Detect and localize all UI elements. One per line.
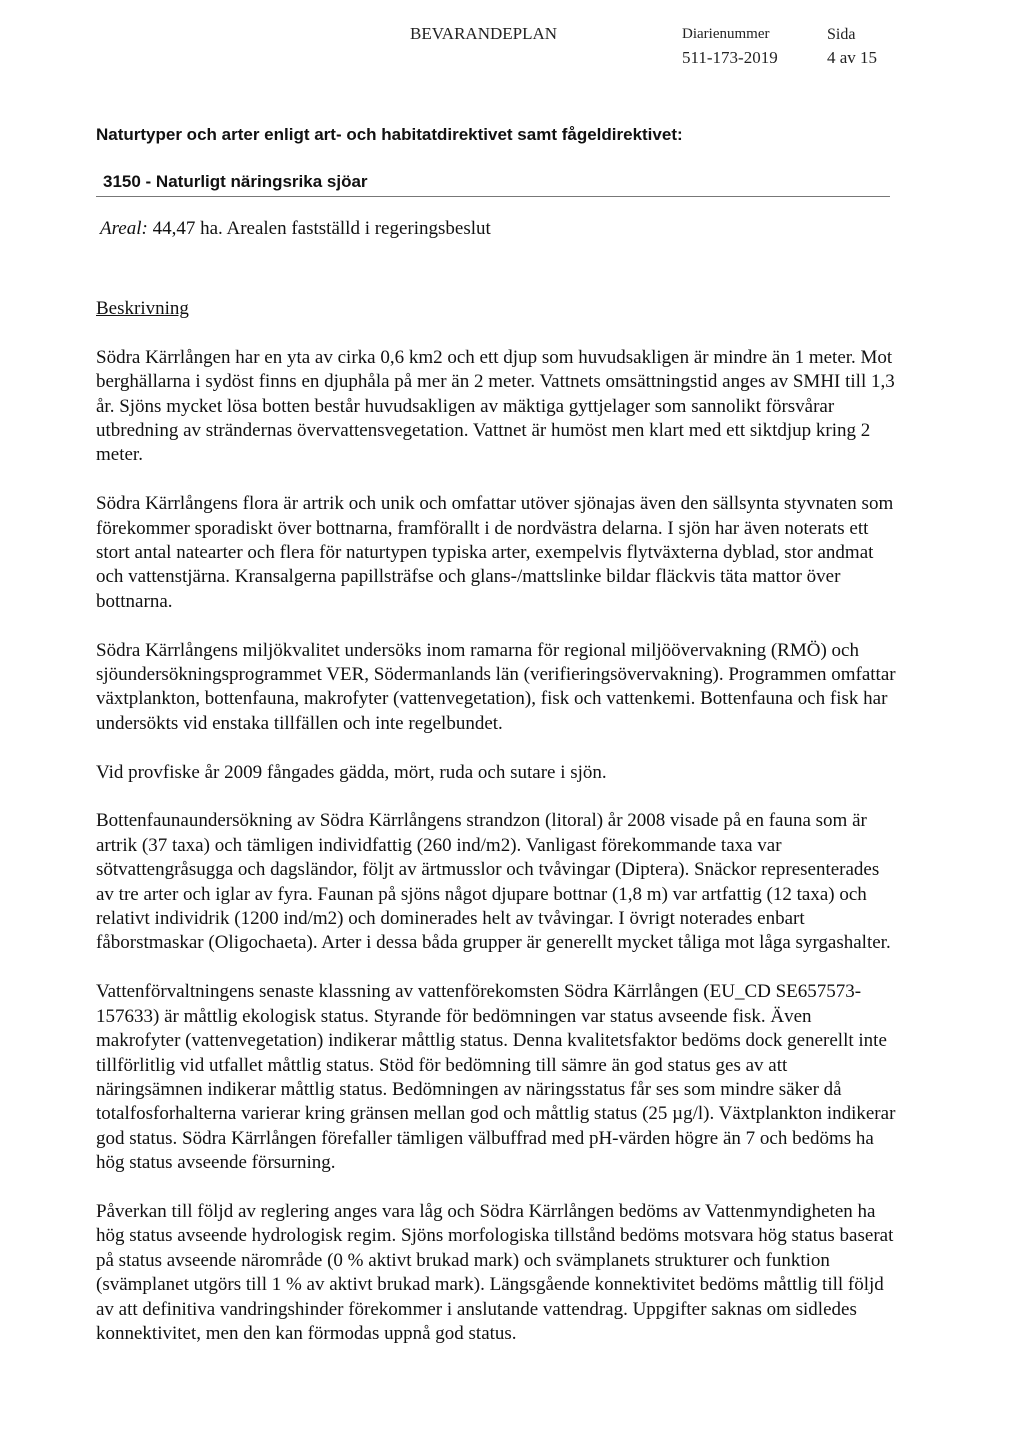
paragraph-flora: Södra Kärrlångens flora är artrik och unik och omfattar utöver sjönajas även den sällsynta styvnaten som förekommer sporadiskt över bottnarna, framförallt i de nordvästra delarna. I sjön har även noterats ett stort antal natearter och flera för naturtypen typiska arter, exempelvis flytväxterna dyblad, stor andmat och vattenstjärna. Kransalgerna papillsträfse och glans-/mattslinke bildar fläckvis täta mattor över bottnarna.	[96, 493, 894, 612]
paragraph-hydrology: Påverkan till följd av reglering anges vara låg och Södra Kärrlången bedöms av Vattenmyndigheten ha hög status avseende hydrologisk regim. Sjöns morfologiska tillstånd bedöms motsvara hög status baserat på status avseende närområde (0 % aktivt brukad mark) och svämplanets strukturer och funktion (svämplanet utgörs till 1 % av aktivt brukad mark). Längsgående konnektivitet bedöms måttlig till följd av att definitiva vandringshinder förekommer i anslutande vattendrag. Uppgifter saknas om sidledes konnektivitet, men den kan förmodas uppnå god status.	[96, 1200, 894, 1344]
habitat-heading: 3150 - Naturligt näringsrika sjöar	[103, 172, 368, 191]
heading-divider	[96, 196, 890, 197]
paragraph-test-fishing: Vid provfiske år 2009 fångades gädda, mört, ruda och sutare i sjön.	[96, 761, 607, 783]
page-label: Sida	[827, 26, 856, 43]
page-number: 4 av 15	[827, 48, 878, 67]
section-heading: Naturtyper och arter enligt art- och habitatdirektivet samt fågeldirektivet:	[96, 125, 683, 144]
registration-number: 511-173-2019	[682, 48, 778, 67]
paragraph-area-depth: Södra Kärrlången har en yta av cirka 0,6 km2 och ett djup som huvudsakligen är mindre än 1 meter. Mot berghällarna i sydöst finns en djuphåla på mer än 2 meter. Vattnets omsättningstid anges av SMHI till 1,3 år. Sjöns mycket lösa botten består huvudsakligen av mäktiga gyttjelager som sannolikt försvårar utbredning av strändernas övervattensvegetation. Vattnet är humöst men klart med ett siktdjup kring 2 meter.	[96, 346, 895, 466]
areal-value: 44,47 ha. Arealen fastställd i regeringsbeslut	[152, 218, 491, 239]
registration-number-label: Diarienummer	[682, 26, 770, 42]
paragraph-monitoring: Södra Kärrlångens miljökvalitet undersöks inom ramarna för regional miljöövervakning (RMÖ) och sjöundersökningsprogrammet VER, Södermanlands län (verifieringsövervakning). Programmen omfattar växtplankton, bottenfauna, makrofyter (vattenvegetation), fisk och vattenkemi. Bottenfauna och fisk har undersökts vid enstaka tillfällen och inte regelbundet.	[96, 639, 896, 734]
body-text	[96, 297, 896, 1371]
paragraph-bottom-fauna: Bottenfaunaundersökning av Södra Kärrlångens strandzon (litoral) år 2008 visade på en fauna som är artrik (37 taxa) och tämligen individfattig (260 ind/m2). Vanligast förekommande taxa var sötvattengråsugga och dagsländor, följt av ärtmusslor och tvåvingar (Diptera). Snäckor representerades av tre arter och iglar av fyra. Faunan på sjöns något djupare bottnar (1,8 m) var artfattig (12 taxa) och relativt individrik (1200 ind/m2) och dominerades helt av tvåvingar. I övrigt noterades enbart fåborstmaskar (Oligochaeta). Arter i dessa båda grupper är generellt mycket tåliga mot låga syrgashalter.	[96, 810, 891, 954]
paragraph-ecological-status: Vattenförvaltningens senaste klassning av vattenförekomsten Södra Kärrlången (EU_CD SE657573-157633) är måttlig ekologisk status. Styrande för bedömningen var status avseende fisk. Även makrofyter (vattenvegetation) indikerar måttlig status. Denna kvalitetsfaktor bedöms dock generellt inte tillförlitlig vid utfallet måttlig status. Stöd för bedömning till sämre än god status ges av att näringsämnen indikerar måttlig status. Bedömningen av näringsstatus får ses som mindre säker då totalfosforhalterna varierar kring gränsen mellan god och måttlig status (25 µg/l). Växtplankton indikerar god status. Södra Kärrlången förefaller tämligen välbuffrad med pH-värden högre än 7 och bedöms ha hög status avseende försurning.	[96, 981, 896, 1174]
areal-line	[100, 218, 491, 240]
description-heading: Beskrivning	[96, 298, 189, 319]
document-type: BEVARANDEPLAN	[410, 24, 558, 43]
areal-label: Areal:	[100, 218, 148, 239]
